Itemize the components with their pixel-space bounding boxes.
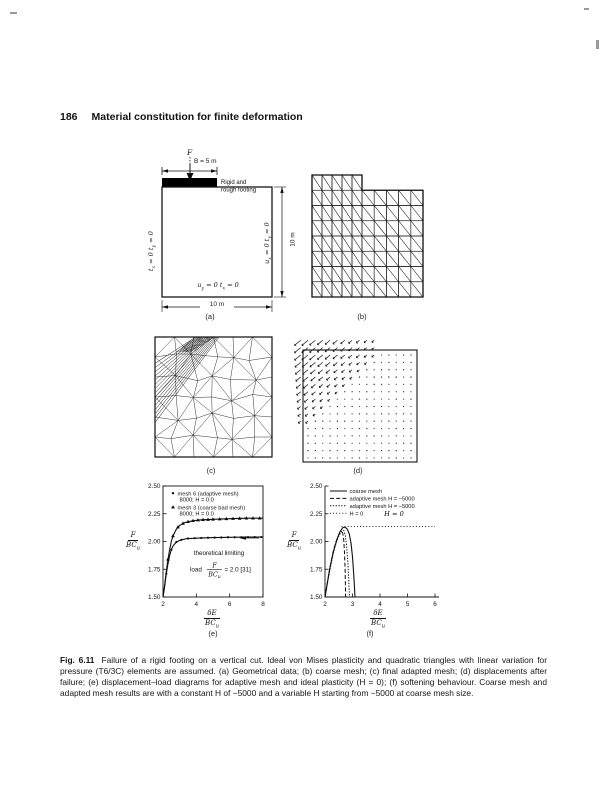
svg-text:mesh 6 (adaptive mesh): mesh 6 (adaptive mesh) — [177, 491, 239, 498]
dot-marker-icon — [180, 539, 182, 541]
dot-marker-icon — [247, 536, 249, 538]
dot-marker-icon — [260, 536, 262, 538]
ylabel-denominator: $BC_u$ — [126, 541, 140, 552]
right-boundary-condition: $u_x = 0$ $t_y = 0$ — [262, 222, 274, 264]
rigid-footing-block — [162, 178, 217, 187]
inline-series-label: H = 0 — [384, 509, 404, 518]
svg-text:8: 8 — [261, 601, 265, 608]
dot-marker-icon — [254, 536, 256, 538]
displacement-arrows — [295, 340, 375, 423]
displacement-figure — [280, 325, 460, 485]
svg-text:coarse mesh: coarse mesh — [349, 489, 383, 496]
annotation-pre: load — [190, 566, 202, 574]
theoretical-limit-annotation — [190, 536, 259, 580]
svg-text:2.00: 2.00 — [148, 538, 161, 546]
coarse-mesh-lines — [312, 175, 423, 297]
subfigure-label-c: (c) — [206, 466, 216, 475]
chart-legend — [171, 491, 245, 517]
dot-marker-icon — [170, 549, 172, 551]
chart-e-ylabel — [120, 531, 146, 553]
footing-note-line2: rough footing — [221, 187, 257, 194]
svg-text:5: 5 — [405, 601, 410, 608]
dot-marker-icon — [175, 541, 177, 543]
subfigure-label-a: (a) — [205, 312, 215, 321]
caption-label: Fig. 6.11 — [60, 655, 95, 665]
dim-arrowhead-icon — [162, 169, 168, 172]
svg-text:6: 6 — [433, 601, 437, 608]
xlabel-denominator: $BC_u$ — [205, 619, 219, 630]
force-label: F — [187, 148, 193, 157]
dim-arrowhead-icon — [162, 305, 168, 308]
subfigure-label-d: (d) — [353, 466, 363, 475]
dim-arrowhead-icon — [280, 291, 283, 297]
svg-text:2: 2 — [323, 601, 327, 608]
caption-text: Failure of a rigid footing on a vertical cut. Ideal von Mises plasticity and quadratic triangles with linear variation for pressure (T6/3C) elements are assumed. (a) Geometrical data; (b) coarse mesh; (c) final adapted mesh; (d) displacements after failure; (e) displacement–load diagrams for adaptive mesh and ideal plasticity (H = 0); (f) softening behaviour. Coarse mesh and adapted mesh results are with a constant H of −5000 and a variable H starting from −5000 at coarse mesh size. — [60, 655, 547, 698]
dot-marker-icon — [187, 537, 189, 539]
adapted-mesh-figure — [125, 325, 305, 485]
dot-marker-icon — [240, 536, 242, 538]
chart-f-ylabel — [281, 531, 307, 553]
coarse-mesh-figure — [300, 155, 460, 335]
running-header — [60, 111, 303, 123]
xlabel-denominator: $BC_u$ — [371, 619, 385, 630]
ylabel-numerator: F — [289, 531, 300, 541]
svg-text:2.50: 2.50 — [310, 483, 323, 491]
svg-text:3: 3 — [350, 601, 355, 608]
svg-text:adaptive mesh H = −5000: adaptive mesh H = −5000 — [349, 504, 415, 510]
height-dim-label: 10 m — [289, 232, 297, 247]
svg-text:1.50: 1.50 — [148, 594, 161, 602]
svg-text:4: 4 — [194, 601, 199, 608]
svg-text:1.75: 1.75 — [310, 566, 323, 574]
dot-marker-icon — [234, 536, 236, 538]
dot-marker-icon — [214, 537, 216, 539]
subfigure-label-f: (f) — [366, 629, 374, 638]
dim-arrowhead-icon — [266, 305, 272, 308]
scan-artifact — [584, 8, 589, 10]
figure-caption — [60, 655, 547, 699]
annotation-line1: theoretical limiting — [193, 550, 245, 557]
dot-marker-icon — [227, 536, 229, 538]
displacement-outline — [303, 350, 417, 462]
series-curve — [325, 527, 355, 597]
ylabel-numerator: F — [128, 531, 139, 541]
chart-axes — [325, 486, 439, 597]
xlabel-numerator: δE — [204, 609, 219, 619]
annotation-frac-num: F — [212, 562, 217, 570]
dot-marker-icon — [220, 536, 222, 538]
svg-text:6: 6 — [227, 601, 232, 608]
footing-note-line1: Rigid and — [221, 180, 247, 186]
scan-artifact — [596, 40, 599, 49]
svg-text:1.75: 1.75 — [148, 566, 161, 574]
subfigure-label-b: (b) — [357, 312, 367, 321]
ylabel-denominator: $BC_u$ — [287, 541, 301, 552]
svg-text:8000; H = 0.0: 8000; H = 0.0 — [179, 511, 214, 518]
svg-text:4: 4 — [378, 601, 382, 608]
svg-text:mesh 3 (coarse bad mesh): mesh 3 (coarse bad mesh) — [177, 505, 246, 512]
left-boundary-condition: $t_x = 0$ $t_y = 0$ — [146, 231, 158, 272]
dim-arrowhead-icon — [280, 187, 283, 193]
svg-text:2: 2 — [161, 601, 165, 608]
svg-text:2.00: 2.00 — [310, 538, 323, 546]
subfigure-label-e: (e) — [208, 629, 218, 638]
dot-marker-icon — [200, 537, 202, 539]
annotation-post: = 2.0 [31] — [224, 566, 251, 574]
footing-width-label: B = 5 m — [194, 158, 217, 165]
series-curve — [163, 518, 263, 597]
dot-marker-icon — [207, 537, 209, 539]
svg-text:8000; H = 0.0: 8000; H = 0.0 — [179, 497, 214, 504]
svg-text:2.25: 2.25 — [148, 510, 161, 518]
svg-text:2.50: 2.50 — [148, 483, 161, 491]
running-header-title: Material constitution for finite deformation — [91, 111, 303, 123]
bottom-boundary-condition: $u_y = 0$ $t_x = 0$ — [197, 281, 239, 292]
svg-text:1.50: 1.50 — [310, 594, 323, 602]
dot-marker-icon — [194, 537, 196, 539]
svg-text:2.25: 2.25 — [310, 510, 323, 518]
scan-artifact — [10, 12, 17, 14]
svg-text:adaptive mesh H = −5000: adaptive mesh H = −5000 — [349, 496, 415, 503]
dim-arrowhead-icon — [211, 169, 217, 172]
svg-text:H = 0: H = 0 — [349, 511, 364, 518]
page-number: 186 — [60, 111, 78, 123]
xlabel-numerator: δE — [370, 609, 385, 619]
width-dim-label: 10 m — [201, 301, 233, 308]
annotation-frac-den: $BC_u$ — [208, 571, 221, 581]
